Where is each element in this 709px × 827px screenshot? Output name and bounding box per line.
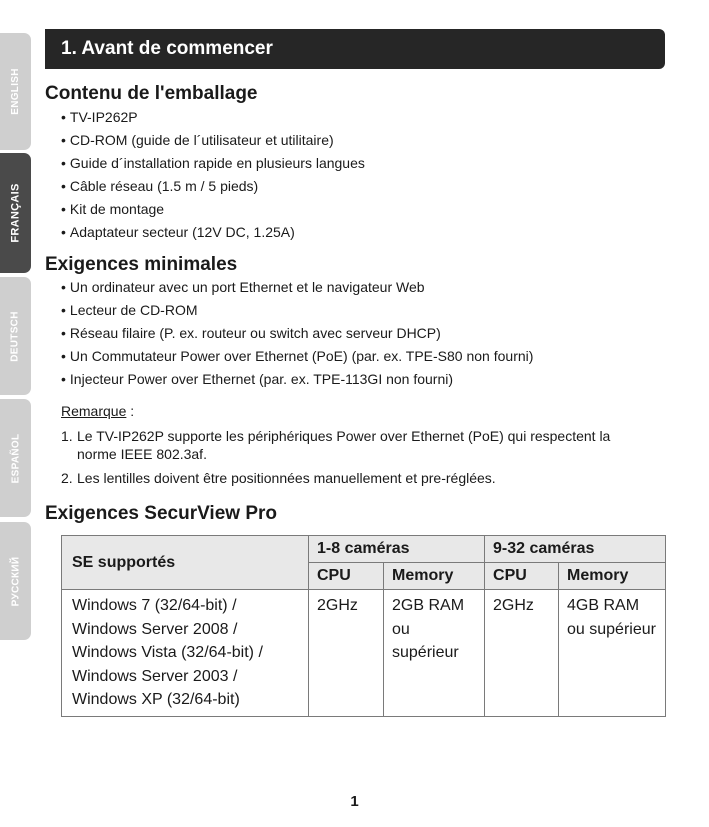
remark-notes (61, 427, 661, 493)
tab-russian[interactable] (0, 522, 31, 640)
note-text: Les lentilles doivent être positionnées manuellement et pre-réglées. (77, 470, 496, 486)
memory-cell-9-32 (559, 590, 666, 717)
memory-cell-1-8 (384, 590, 485, 717)
list-item: • Un ordinateur avec un port Ethernet et le navigateur Web (61, 276, 533, 299)
tab-deutsch[interactable] (0, 277, 31, 395)
tab-francais[interactable] (0, 153, 31, 273)
package-contents-list (61, 106, 365, 244)
list-item: • Guide d´installation rapide en plusieurs langues (61, 152, 365, 175)
list-item: • Un Commutateur Power over Ethernet (PoE) (par. ex. TPE-S80 non fourni) (61, 345, 533, 368)
memory-qualifier: ou supérieur (392, 620, 459, 661)
tab-english-label: ENGLISH (10, 68, 21, 115)
list-item: • Adaptateur secteur (12V DC, 1.25A) (61, 221, 365, 244)
os-line: Windows XP (32/64-bit) (72, 691, 240, 708)
memory-value: 4GB RAM (567, 597, 640, 614)
tab-francais-label: FRANÇAIS (9, 183, 22, 243)
list-item: • Injecteur Power over Ethernet (par. ex. TPE-113GI non fourni) (61, 368, 533, 391)
list-item: • Réseau filaire (P. ex. routeur ou switch avec serveur DHCP) (61, 322, 533, 345)
chapter-header (45, 29, 665, 69)
note-number: 1. (61, 428, 73, 444)
cpu-header: CPU (485, 563, 559, 590)
minimum-requirements-list (61, 276, 533, 391)
os-line: Windows Vista (32/64-bit) / (72, 644, 263, 661)
list-item: • Lecteur de CD-ROM (61, 299, 533, 322)
table-row (62, 590, 666, 717)
tab-english[interactable] (0, 33, 31, 150)
tab-russian-label: РУССКИЙ (10, 556, 21, 606)
os-line: Windows 7 (32/64-bit) / (72, 597, 237, 614)
note-item (61, 427, 661, 463)
memory-header: Memory (384, 563, 485, 590)
cpu-value: 2GHz (493, 597, 534, 614)
page-number: 1 (350, 793, 359, 810)
list-item: • Câble réseau (1.5 m / 5 pieds) (61, 175, 365, 198)
note-text: Le TV-IP262P supporte les périphériques Power over Ethernet (PoE) qui respectent la norme IEEE 802.3af. (77, 428, 611, 462)
remark-label (61, 403, 134, 419)
group-1-8-header: 1-8 caméras (309, 536, 485, 563)
os-cell (62, 590, 309, 717)
cpu-cell-1-8 (309, 590, 384, 717)
securview-requirements-title: Exigences SecurView Pro (45, 503, 277, 524)
list-item: • Kit de montage (61, 198, 365, 221)
list-item: • TV-IP262P (61, 106, 365, 129)
tab-espanol[interactable] (0, 399, 31, 517)
memory-header: Memory (559, 563, 666, 590)
list-item: • CD-ROM (guide de l´utilisateur et utilitaire) (61, 129, 365, 152)
note-number: 2. (61, 470, 73, 486)
memory-value: 2GB RAM (392, 597, 465, 614)
os-column-header: SE supportés (62, 536, 309, 590)
table-header-row (62, 536, 666, 563)
os-line: Windows Server 2003 / (72, 667, 238, 685)
package-contents-title: Contenu de l'emballage (45, 83, 258, 104)
tab-espanol-label: ESPAÑOL (10, 433, 22, 483)
chapter-title: 1. Avant de commencer (61, 38, 273, 59)
securview-requirements-table (61, 535, 666, 717)
tab-deutsch-label: DEUTSCH (10, 310, 21, 362)
remark-heading: Remarque (61, 403, 127, 419)
cpu-value: 2GHz (317, 597, 358, 614)
cpu-cell-9-32 (485, 590, 559, 717)
note-item (61, 469, 661, 487)
remark-colon: : (126, 403, 135, 419)
group-9-32-header: 9-32 caméras (485, 536, 666, 563)
os-line: Windows Server 2008 / (72, 620, 238, 638)
cpu-header: CPU (309, 563, 384, 590)
minimum-requirements-title: Exigences minimales (45, 254, 238, 275)
memory-qualifier: ou supérieur (567, 620, 656, 638)
